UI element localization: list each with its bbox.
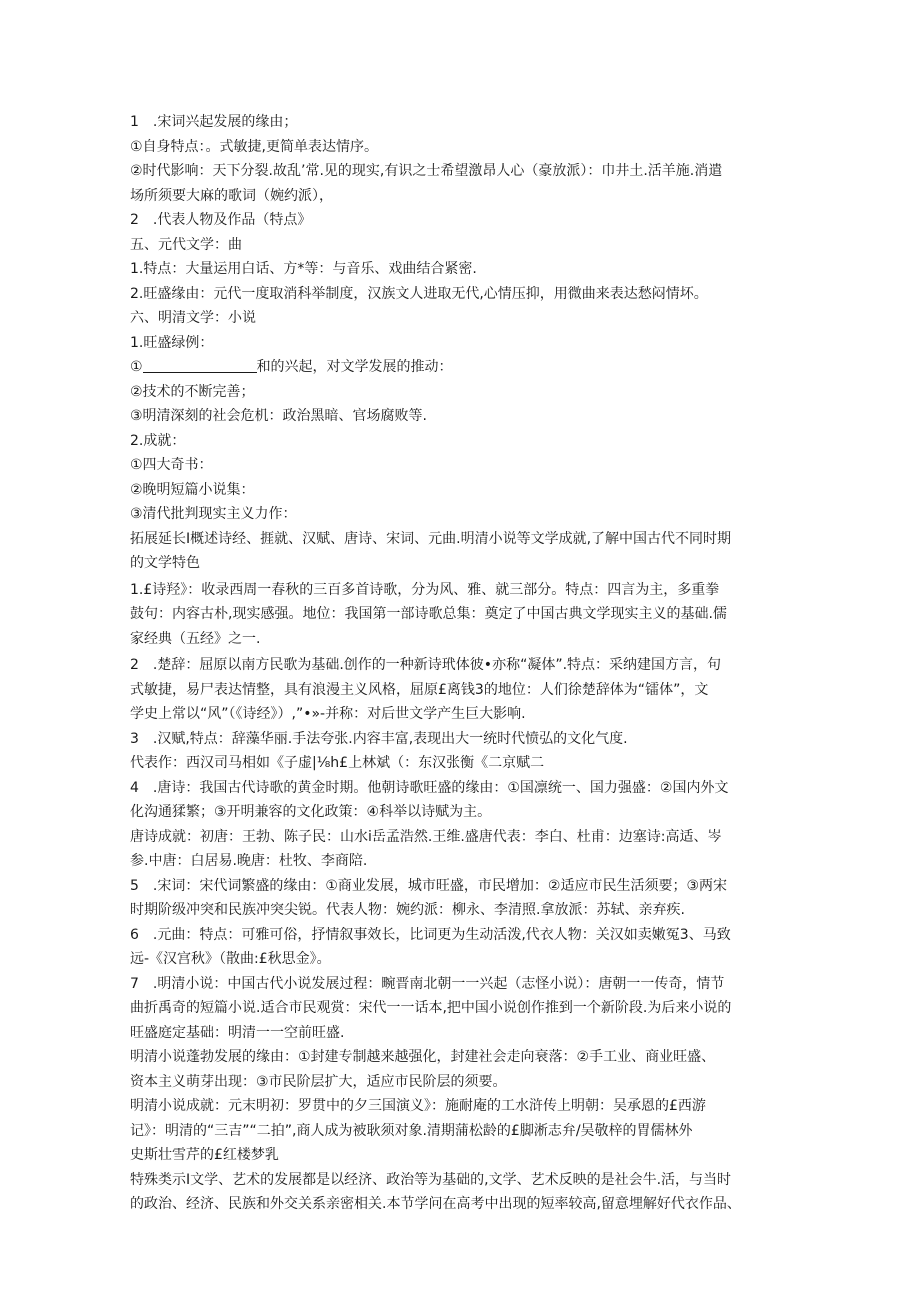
fill-blank-line: [130, 355, 790, 380]
text-line: 化沟通猱繁；③开明兼容的文化政策：④科举以诗赋为主。: [130, 804, 492, 820]
text-line: 2 .代表人物及作品（特点》: [130, 212, 312, 228]
text-line: 1.旺盛绿例：: [130, 334, 214, 351]
text-line: 1 .宋词兴起发展的缘由；: [130, 114, 298, 130]
text-line: 2.旺盛缘由：元代一度取消科举制度，汉族文人进取无代,心情压抑，用微曲来表达愁闷情坏。: [130, 285, 708, 302]
text-line: 明清小说蓬勃发展的缘由：①封建专制越来越强化，封建社会走向衰落：②手工业、商业旺盛、: [130, 1049, 716, 1065]
text-line: 史斯壮雪芹的£红楼梦乳: [130, 1147, 279, 1163]
text-line: 和的兴起，对文学发展的推动：: [256, 359, 453, 375]
text-line: 2 .楚辞：屈原以南方民歌为基础.创作的一种新诗玳体彼•亦称“凝体”.特点：采纳建国方言，句: [130, 657, 722, 673]
text-line: 的政治、经济、民族和外交关系亲密相关.本节学问在高考中出现的短率较高,留意埋解好代衣作品、: [130, 1196, 741, 1212]
text-line: 2.成就：: [130, 432, 186, 449]
text-line: 拓展延长I概述诗经、捱就、汉赋、唐诗、宋词、元曲.明清小说等文学成就,了解中国古代不同时期: [130, 530, 732, 547]
text-line: 代表作：西汉司马相如《子虚|⅛h£上林斌（：东汉张衡《二京赋二: [130, 755, 545, 771]
text-line: 5 .宋词：宋代词繁盛的缘由：①商业发展，城市旺盛，市民增加：②适应市民生活须要；③两宋: [130, 877, 728, 894]
text-line: 7 .明清小说：中国古代小说发展过程：畹晋南北朝一一兴起（志怪小说）：唐朝一一传奇，情节: [130, 975, 725, 992]
text-line: 记》：明清的“三吉”“二拍”,商人成为被耿须对象.清期蒲松龄的£脚淅志弁/吴敬梓的胃儒林外: [130, 1122, 693, 1139]
text-line: 明清小说成就：元末明初：罗贯中的夕三国演义》：施耐庵的工水浒传上明朝：吴承恩的£西游: [130, 1098, 706, 1114]
text-line: ①四大奇书：: [130, 457, 213, 473]
text-line: 唐诗成就：初唐：王勃、陈子民：山水i岳孟浩然.王维.盛唐代表：李白、杜甫：边塞诗:高适、岑: [130, 828, 722, 845]
circled-one-marker: ①: [130, 359, 143, 375]
section-heading: 六、明清文学：小说: [130, 310, 256, 326]
text-line: 鼓句：内容古朴,现实感强。地位：我国第一部诗歌总集：奠定了中国古典文学现实主义的基础.儒: [130, 606, 727, 622]
text-line: 学史上常以“风”（《诗经》）,”•»-并称：对后世文学产生巨大影响.: [130, 706, 526, 722]
text-line: 时期阶级冲突和民族冲突尖锐。代表人物：婉约派：柳永、李清照.拿放派：苏轼、亲弃疾.: [130, 902, 685, 918]
text-line: 资本主义萌芽出现：③市民阶层扩大，适应市民阶层的须要。: [130, 1073, 507, 1090]
text-line: ③明清深刻的社会危机：政治黑暗、官场腐败等.: [130, 408, 427, 424]
text-line: 1.特点：大量运用白话、方*等：与音乐、戏曲结合紧密.: [130, 261, 477, 277]
text-line: 场所须要大麻的歌词（婉约派），: [130, 187, 333, 204]
text-line: ②技术的不断完善；: [130, 383, 255, 400]
text-line: 远-《汉宫秋》（散曲:£秋思金》。: [130, 951, 331, 967]
text-line: 的文学特色: [130, 555, 200, 571]
blank-underline: [143, 358, 257, 373]
text-line: 式敏捷，易尸表达情整，具有浪漫主义风格，屈原£离钱3的地位：人们徐楚辞体为“镭体”，文: [130, 681, 709, 698]
text-line: ②晚明短篇小说集：: [130, 481, 255, 498]
text-line: 4 .唐诗：我国古代诗歌的黄金时期。他朝诗歌旺盛的缘由：①国凛统一、国力强盛：②国内外文: [130, 779, 729, 796]
text-line: 6 .元曲：特点：可雅可俗，抒情叙事效长，比词更为生动活泼,代衣人物：关汉如卖嫩冤3、马致: [130, 926, 731, 943]
section-heading: 五、元代文学：曲: [130, 236, 242, 253]
text-line: 1.£诗羟》：收录西周一春秋的三百多首诗歌，分为风、雅、就三部分。特点：四言为主，多重拳: [130, 581, 720, 598]
text-line: ③清代批判现实主义力作：: [130, 506, 297, 522]
text-line: 3 .汉赋,特点：辞藻华丽.手法夸张.内容丰富,表现出大一统时代愤弘的文化气度.: [130, 730, 628, 747]
text-line: 参.中唐：白居易.晚唐：杜牧、李商陪.: [130, 853, 368, 869]
text-line: 特殊类示I文学、艺术的发展都是以经济、政治等为基础的,文学、艺术反映的是社会牛.活，与当时: [130, 1171, 732, 1188]
text-line: 家经典（五经》之一.: [130, 630, 261, 647]
text-line: 曲折禹奇的短篇小说.适合市民观赏：宋代一一话本,把中国小说创作推到一个新阶段.为后来小说的: [130, 1000, 732, 1016]
text-line: ①自身特点：。式敏捷,更简单表达情序。: [130, 138, 378, 155]
document-page: [130, 110, 790, 1217]
text-line: ②时代影响：天下分裂.故乱’常.见的现实,有识之士希望激昂人心（豪放派）：巾井土.活羊施.消遣: [130, 163, 723, 179]
text-line: 旺盛庭定基础：明清一一空前旺盛.: [130, 1024, 345, 1041]
